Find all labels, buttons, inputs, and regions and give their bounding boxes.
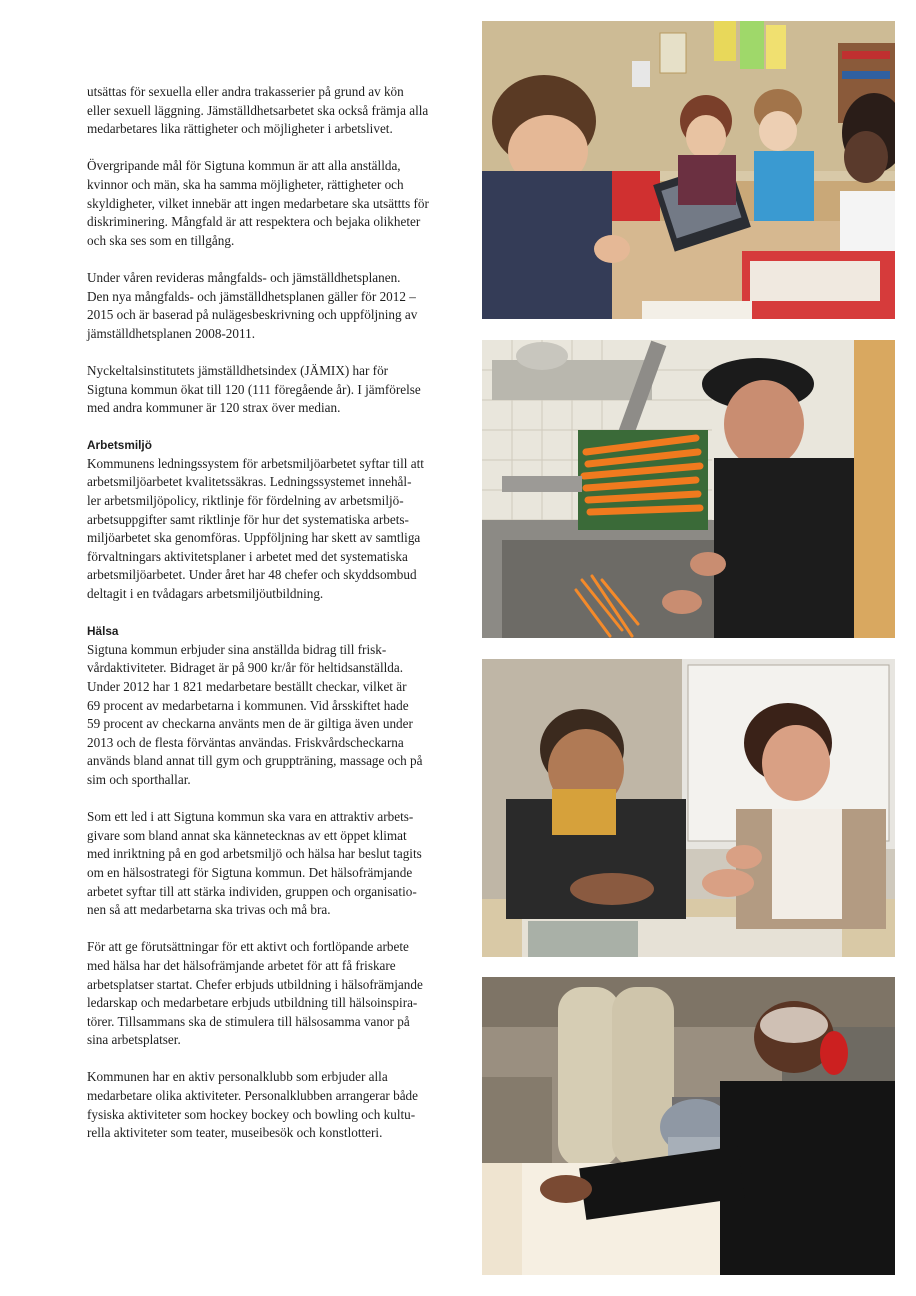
photo-classroom <box>482 21 895 319</box>
photo-kitchen <box>482 340 895 638</box>
section-halsa: Hälsa Sigtuna kommun erbjuder sina anställda bidrag till frisk- vårdaktiviteter. Bidraget är på 900 kr/år för heltidsanställda. Under 2012 har 1 821 medarbetare beställt checkar, vilket är 69 procent av medarbetarna i kommunen. Vid årsskiftet hade 59 procent av checkarna använts men de är giltiga även under 2013 och de flesta förväntas användas. Friskvårdscheckarna används bland annat till gym och gruppträning, massage och på sim och sporthallar. <box>87 622 452 789</box>
photo-workshop-illustration <box>482 977 895 1275</box>
paragraph-health-strategy: Som ett led i att Sigtuna kommun ska vara en attraktiv arbets- givare som bland annat ska kännetecknas av ett öppet klimat med inriktning på en god arbetsmiljö och hälsa har beslut tagits om en hälsostrategi för Sigtuna kommun. Det hälsofrämjande arbetet syftar till att stärka individen, gruppen och organisatio- nen så att medarbetarna ska trivas och må bra. <box>87 809 422 918</box>
paragraph-jamix: Nyckeltalsinstitutets jämställdhetsindex (JÄMIX) har för Sigtuna kommun ökat till 120 (111 föregående år). I jämförelse med andra kommuner är 120 strax över median. <box>87 362 421 416</box>
paragraph-staff-club: Kommunen har en aktiv personalklubb som erbjuder alla medarbetare olika aktiviteter. Personalklubben arrangerar både fysiska aktiviteter som hockey bockey och bowling och kultu- rella aktiviteter som teater, museibesök och konstlotteri. <box>87 1069 419 1141</box>
paragraph-healthy-workplaces: För att ge förutsättningar för ett aktivt och fortlöpande arbete med hälsa har det hälsofrämjande arbetet för att få friskare arbetsplatser startat. Chefer erbjuds utbildning i hälsofrämjande ledarskap och medarbetare erbjuds utbildning till hälsoinspira- törer. Tillsammans ska de stimulera till hälsosamma vanor på sina arbetsplatser. <box>87 939 423 1048</box>
section-heading-arbetsmiljo: Arbetsmiljö <box>87 438 152 453</box>
paragraph-discrimination-intro: utsättas för sexuella eller andra trakasserier på grund av kön eller sexuell läggning. Jämställdhetsarbetet ska också främja alla medarbetares lika rättigheter och möjligheter i arbetslivet. <box>87 84 429 137</box>
section-arbetsmiljo: Arbetsmiljö Kommunens ledningssystem för arbetsmiljöarbetet syftar till att arbetsmiljöarbetet kvalitetssäkras. Ledningssystemet innehål- ler arbetsmiljöpolicy, riktlinje för fördelning av arbetsmiljö- arbetsuppgifter samt riktlinje för hur det systematiska arbets- miljöarbetet ska genomföras. Uppföljning har skett av samtliga förvaltningars aktivitetsplaner i arbetet med det systematiska arbetsmiljöarbetet. Under året har 48 chefer och skyddsombud deltagit i en tvådagars arbetsmiljöutbildning. <box>87 436 452 603</box>
photo-meeting <box>482 659 895 957</box>
photo-kitchen-illustration <box>482 340 895 638</box>
photo-meeting-illustration <box>482 659 895 957</box>
photo-workshop <box>482 977 895 1275</box>
body-text-column <box>87 83 452 1161</box>
paragraph-equality-plan: Under våren revideras mångfalds- och jämställdhetsplanen. Den nya mångfalds- och jämställdhetsplanen gäller för 2012 – 2015 och är baserad på nulägesbeskrivning och uppföljning av jämställdhetsplanen 2008-2011. <box>87 269 418 341</box>
section-heading-halsa: Hälsa <box>87 624 119 639</box>
paragraph-overall-goal: Övergripande mål för Sigtuna kommun är att alla anställda, kvinnor och män, ska ha samma möjligheter, rättigheter och skyldigheter, vilket innebär att ingen medarbetare ska utsättts för diskriminering. Mångfald är att respektera och bejaka olikheter och ska ses som en tillgång. <box>87 158 429 248</box>
photo-classroom-illustration <box>482 21 895 319</box>
